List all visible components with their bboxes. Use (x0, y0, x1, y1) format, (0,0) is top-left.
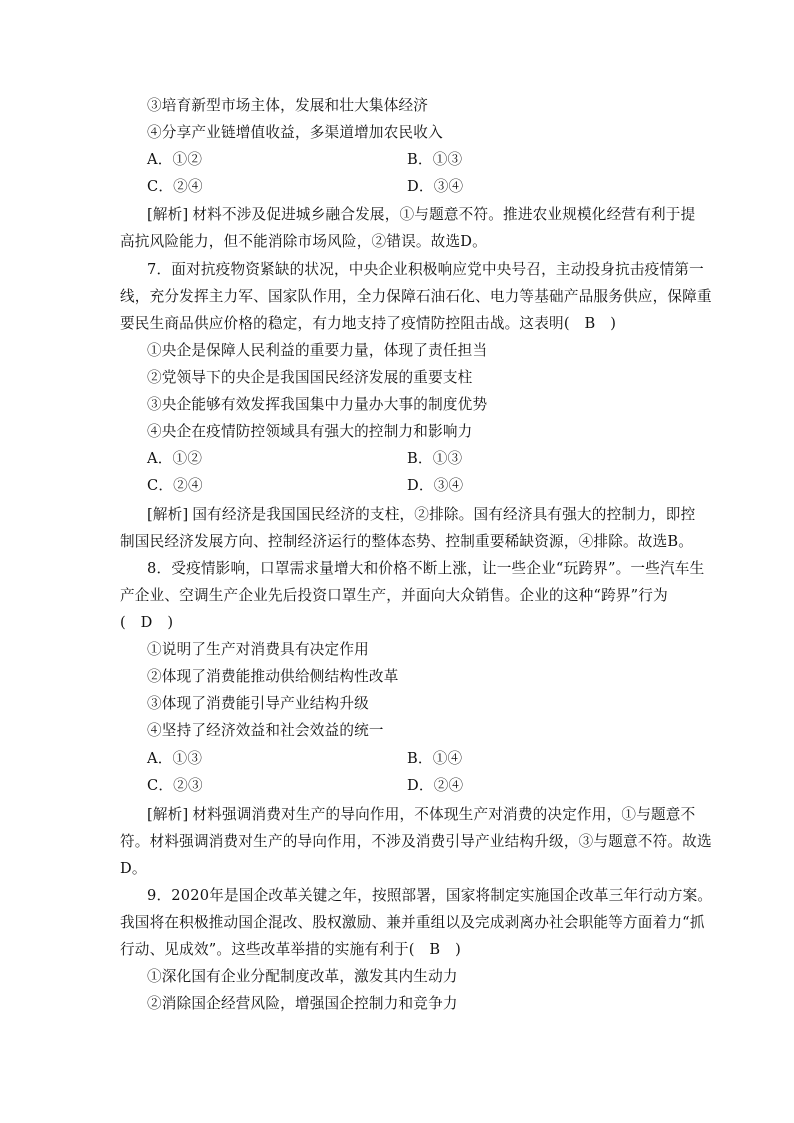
q7-choice-b: B．①③ (407, 450, 463, 467)
q7-stem-line-3: 要民生商品供应价格的稳定，有力地支持了疫情防控阻击战。这表明( B ) (120, 315, 617, 332)
q7-stem-line-2: 线，充分发挥主力军、国家队作用，全力保障石油石化、电力等基础产品服务供应，保障重 (120, 288, 712, 305)
q9-option-1: ①深化国有企业分配制度改革，激发其内生动力 (147, 968, 458, 985)
q6-analysis-text-1: 材料不涉及促进城乡融合发展，①与题意不符。推进农业规模化经营有利于提 (192, 206, 696, 223)
q7-option-2: ②党领导下的央企是我国国民经济发展的重要支柱 (147, 369, 473, 386)
q8-analysis-line-3: D。 (120, 860, 147, 877)
q8-choice-b: B．①④ (407, 750, 463, 767)
q7-analysis-text-1: 国有经济是我国国民经济的支柱，②排除。国有经济具有强大的控制力，即控 (192, 506, 696, 523)
q7-analysis-line-1 (147, 505, 695, 525)
q9-option-2: ②消除国企经营风险，增强国企控制力和竞争力 (147, 995, 458, 1012)
q8-choice-a: A．①③ (147, 750, 203, 767)
q8-option-1: ①说明了生产对消费具有决定作用 (147, 641, 369, 658)
q9-stem-line-3: 行动、见成效”。这些改革举措的实施有利于( B ) (120, 941, 462, 958)
q9-stem-line-2: 我国将在积极推动国企混改、股权激励、兼并重组以及完成剥离办社会职能等方面着力“抓 (120, 914, 705, 931)
q7-choice-c: C．②④ (147, 477, 203, 494)
q7-choice-a: A．①② (147, 450, 203, 467)
q8-option-4: ④坚持了经济效益和社会效益的统一 (147, 722, 384, 739)
q7-stem-line-1: 7．面对抗疫物资紧缺的状况，中央企业积极响应党中央号召，主动投身抗击疫情第一 (147, 261, 704, 278)
q8-stem-line-1: 8．受疫情影响，口罩需求量增大和价格不断上涨，让一些企业“玩跨界”。一些汽车生 (147, 560, 705, 577)
q8-analysis-line-2: 符。材料强调消费对生产的导向作用，不涉及消费引导产业结构升级，③与题意不符。故选 (120, 833, 712, 850)
q7-choice-d: D．③④ (407, 477, 464, 494)
q6-choice-a: A．①② (147, 151, 203, 168)
q8-analysis-label: [解析] (147, 806, 189, 823)
q8-choice-d: D．②④ (407, 777, 464, 794)
q7-option-1: ①央企是保障人民利益的重要力量，体现了责任担当 (147, 342, 488, 359)
q6-choice-b: B．①③ (407, 151, 463, 168)
q8-option-3: ③体现了消费能引导产业结构升级 (147, 695, 369, 712)
q8-analysis-text-1: 材料强调消费对生产的导向作用，不体现生产对消费的决定作用，①与题意不 (192, 806, 696, 823)
q6-analysis-label: [解析] (147, 206, 189, 223)
q7-option-4: ④央企在疫情防控领域具有强大的控制力和影响力 (147, 423, 473, 440)
q8-stem-line-3: ( D ) (120, 614, 174, 631)
q6-option-4: ④分享产业链增值收益，多渠道增加农民收入 (147, 124, 443, 141)
q8-stem-line-2: 产企业、空调生产企业先后投资口罩生产，并面向大众销售。企业的这种“跨界”行为 (120, 587, 668, 604)
q8-analysis-line-1 (147, 805, 695, 825)
q7-option-3: ③央企能够有效发挥我国集中力量办大事的制度优势 (147, 396, 488, 413)
q8-choice-c: C．②③ (147, 777, 203, 794)
q9-stem-line-1: 9．2020年是国企改革关键之年，按照部署，国家将制定实施国企改革三年行动方案。 (147, 887, 713, 904)
q8-option-2: ②体现了消费能推动供给侧结构性改革 (147, 668, 399, 685)
q6-option-3: ③培育新型市场主体，发展和壮大集体经济 (147, 97, 429, 114)
q6-choice-d: D．③④ (407, 178, 464, 195)
q6-analysis-line-2: 高抗风险能力，但不能消除市场风险，②错误。故选D。 (120, 233, 487, 250)
q7-analysis-line-2: 制国民经济发展方向、控制经济运行的整体态势、控制重要稀缺资源，④排除。故选B。 (120, 533, 694, 550)
q6-analysis-line-1 (147, 205, 695, 225)
q6-choice-c: C．②④ (147, 178, 203, 195)
q7-analysis-label: [解析] (147, 506, 189, 523)
